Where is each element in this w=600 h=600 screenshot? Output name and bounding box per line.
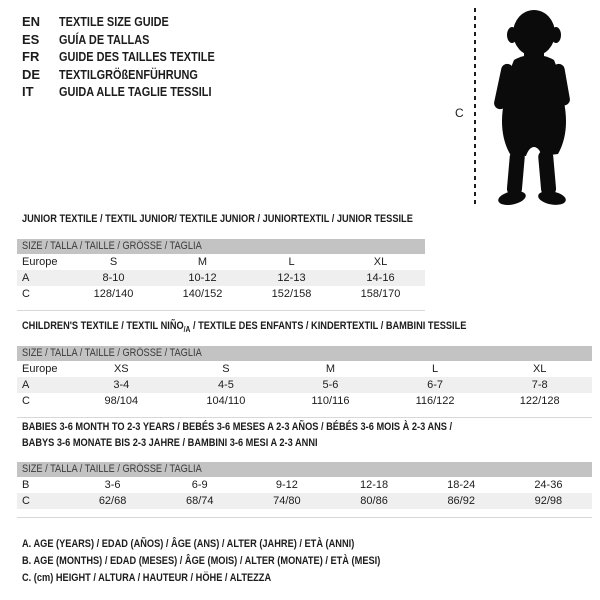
table-row <box>17 477 592 493</box>
size-cell: M <box>325 363 336 375</box>
size-cell: XL <box>373 256 388 268</box>
size-cell: 6-7 <box>427 379 444 391</box>
size-cell: L <box>432 363 439 375</box>
babies-section-heading: BABIES 3-6 MONTH TO 2-3 YEARS / BEBÉS 3-6 MESES A 2-3 AÑOS / BÉBÉS 3-6 MOIS À 2-3 ANS / BABYS 3-6 MONATE BIS 2-3 JAHRE / BAMBINI 3-6 MESI A 2-3 ANNI <box>22 421 453 449</box>
table-row <box>17 393 592 409</box>
legend-notes <box>22 536 449 587</box>
row-label: A <box>22 379 30 391</box>
language-row-de <box>22 66 244 84</box>
language-code: EN <box>22 14 41 29</box>
size-bar: SIZE / TALLA / TAILLE / GRÖSSE / TAGLIA <box>17 462 592 477</box>
size-cell: 12-18 <box>359 479 389 491</box>
size-cell: XL <box>532 363 547 375</box>
size-cell: S <box>222 363 230 375</box>
language-title: TEXTILGRÖßENFÜHRUNG <box>59 66 198 82</box>
size-cell: XS <box>113 363 129 375</box>
note-c: C. (cm) HEIGHT / ALTURA / HAUTEUR / HÖHE / ALTEZZA <box>22 572 272 584</box>
size-cell: 86/92 <box>447 495 475 507</box>
size-cell: 80/86 <box>360 495 388 507</box>
size-cell: M <box>197 256 208 268</box>
size-cell: 5-6 <box>322 379 339 391</box>
size-cell: 62/68 <box>98 495 127 507</box>
language-row-en <box>22 13 244 31</box>
size-cell: 10-12 <box>188 272 217 284</box>
size-cell: 92/98 <box>534 495 563 507</box>
size-cell: 158/170 <box>360 288 401 300</box>
size-cell: 7-8 <box>531 379 548 391</box>
size-cell: 128/140 <box>93 288 134 300</box>
row-label: C <box>22 495 30 507</box>
language-row-fr <box>22 48 244 66</box>
language-row-it <box>22 83 244 101</box>
size-cell: 68/74 <box>185 495 214 507</box>
size-cell: 8-10 <box>102 272 125 284</box>
size-cell: 14-16 <box>366 272 395 284</box>
size-cell: 140/152 <box>182 288 223 300</box>
height-measure-line <box>474 8 476 206</box>
table-row <box>17 377 592 393</box>
size-cell: 116/122 <box>415 395 455 407</box>
row-label: Europe <box>22 256 58 268</box>
language-code: IT <box>22 84 34 99</box>
size-cell: 3-6 <box>104 479 121 491</box>
table-row <box>17 493 592 509</box>
table-row <box>17 361 592 377</box>
language-title: GUÍA DE TALLAS <box>59 31 150 47</box>
table-row <box>17 254 425 270</box>
size-cell: 104/110 <box>206 395 246 407</box>
language-title: GUIDA ALLE TAGLIE TESSILI <box>59 84 212 99</box>
size-cell: 98/104 <box>104 395 139 407</box>
size-bar: SIZE / TALLA / TAILLE / GRÖSSE / TAGLIA <box>17 239 425 254</box>
size-cell: 74/80 <box>273 495 301 507</box>
babies-size-table <box>17 462 592 518</box>
row-label: C <box>22 395 30 407</box>
language-row-es <box>22 31 244 49</box>
junior-size-table <box>17 239 425 311</box>
toddler-silhouette-icon <box>482 8 582 208</box>
language-code: ES <box>22 31 40 47</box>
note-b: B. AGE (MONTHS) / EDAD (MESES) / ÂGE (MOIS) / ALTER (MONATE) / ETÀ (MESI) <box>22 555 381 567</box>
children-section-heading: CHILDREN'S TEXTILE / TEXTIL $NIÑO_{/A}$ / TEXTILE DES ENFANTS / KINDERTEXTIL / BAMBINI TESSILE <box>22 320 467 335</box>
language-code: DE <box>22 66 41 82</box>
size-cell: 3-4 <box>113 379 130 391</box>
row-label: C <box>22 288 30 300</box>
size-cell: 18-24 <box>447 479 476 491</box>
note-a: A. AGE (YEARS) / EDAD (AÑOS) / ÂGE (ANS) / ALTER (JAHRE) / ETÀ (ANNI) <box>22 538 355 550</box>
junior-section-heading: JUNIOR TEXTILE / TEXTIL JUNIOR/ TEXTILE JUNIOR / JUNIORTEXTIL / JUNIOR TESSILE <box>22 213 413 225</box>
row-label: A <box>22 272 30 284</box>
table-row <box>17 270 425 286</box>
size-cell: 9-12 <box>275 479 298 491</box>
size-cell: 6-9 <box>191 479 208 491</box>
size-bar: SIZE / TALLA / TAILLE / GRÖSSE / TAGLIA <box>17 346 592 361</box>
size-cell: L <box>288 256 295 268</box>
size-cell: S <box>109 256 118 268</box>
size-cell: 110/116 <box>311 395 350 407</box>
language-list <box>22 13 244 101</box>
language-title: GUIDE DES TAILLES TEXTILE <box>59 49 215 64</box>
size-cell: 122/128 <box>519 395 560 407</box>
row-label: B <box>22 479 30 491</box>
language-code: FR <box>22 49 40 64</box>
language-title: TEXTILE SIZE GUIDE <box>59 14 169 29</box>
size-cell: 152/158 <box>271 288 312 300</box>
row-label: Europe <box>22 363 58 375</box>
size-cell: 12-13 <box>277 272 306 284</box>
height-measure-label: C <box>455 106 464 120</box>
size-cell: 4-5 <box>217 379 234 391</box>
children-size-table <box>17 346 592 418</box>
size-cell: 24-36 <box>534 479 563 491</box>
table-row <box>17 286 425 302</box>
